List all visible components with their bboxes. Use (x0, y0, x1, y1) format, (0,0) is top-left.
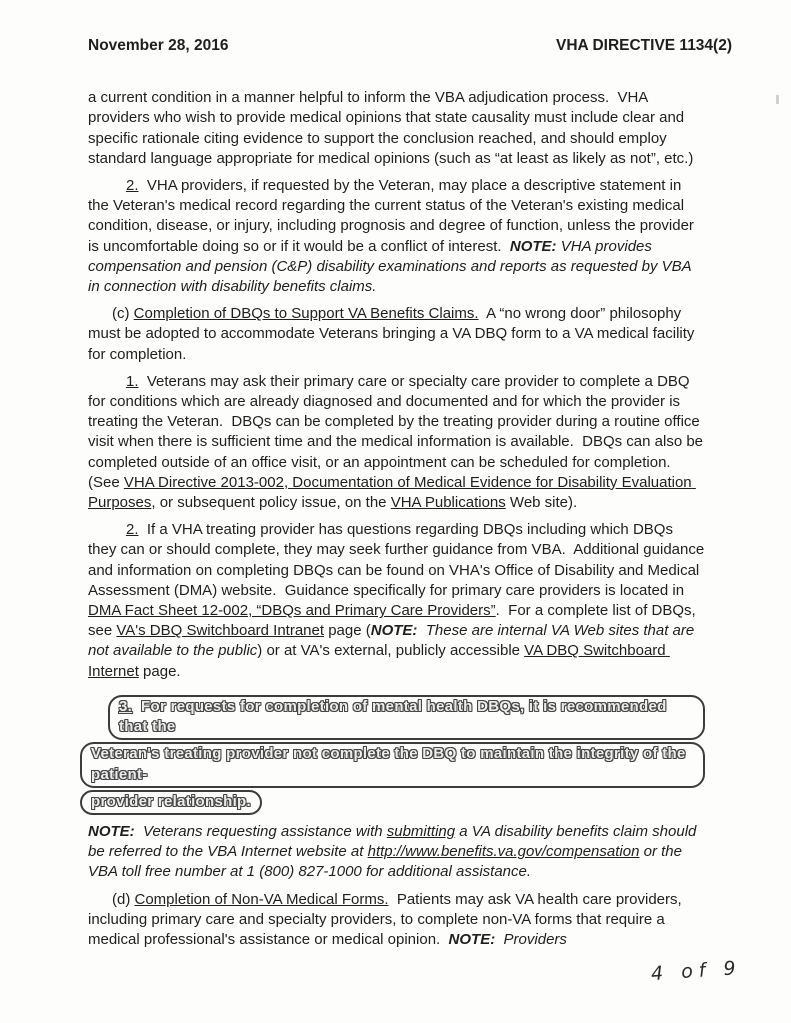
note-paragraph-text1: Veterans requesting assistance with (134, 822, 387, 840)
header-directive-number: VHA DIRECTIVE 1134(2) (555, 37, 732, 54)
paragraph-item-c3-number: 3. (119, 697, 133, 715)
document-header (0, 0, 791, 56)
paragraph-item-c2 (88, 520, 709, 682)
paragraph-item-b2-number: 2. (126, 177, 139, 195)
paragraph-item-c1-body1: Veterans may ask their primary care or specialty care provider to complete a DBQ for conditions which are already diagnosed and documented and for which the provider is treating the Veteran. DBQs can be completed by the treating provider during a routine office visit when there is sufficient time and the medical information is available. DBQs can also be completed outside of an office visit, or an appointment can be scheduled for completion. (See (88, 372, 708, 491)
circled-line-2-text: Veteran's treating provider not complete the DBQ to maintain the integrity of the patient- (91, 745, 691, 783)
paragraph-item-c2-note-label: NOTE: (370, 622, 418, 640)
paragraph-item-c1-body3: Web site). (505, 494, 578, 512)
document-body (0, 56, 791, 950)
note-paragraph-text2: a VA disability benefits claim should be referred to the VBA Internet website at (88, 822, 701, 861)
paragraph-section-d (88, 890, 705, 951)
paragraph-intro-text: a current condition in a manner helpful to inform the VBA adjudication process. VHA providers who wish to provide medical opinions that state causality must include clear and specific rationale citing evidence to support the conclusion reached, and should employ standard language appropriate for medical opinions (such as “at least as likely as not”, etc.) (88, 89, 694, 167)
paragraph-item-c3-circled (88, 695, 705, 815)
scan-artifact-mark (776, 95, 779, 104)
paragraph-section-c (88, 304, 705, 365)
paragraph-item-c1 (88, 372, 708, 513)
section-d-prefix: (d) (112, 890, 135, 908)
section-d-body: Patients may ask VA health care providers, including primary care and specialty providers, to complete non-VA forms that require a medical professional's assistance or medical opinion. (88, 890, 686, 948)
paragraph-item-b2-body: VHA providers, if requested by the Veteran, may place a descriptive statement in the Veteran's medical record regarding the current status of the Veteran's existing medical condition, disease, or injury, including prognosis and degree of function, unless the provider is uncomfortable doing so or if it would be a conflict of interest. (88, 177, 699, 255)
paragraph-item-c2-note-text: These are internal VA Web sites that are not available to the public (88, 622, 699, 660)
section-d-note-text: Providers (495, 930, 567, 948)
note-submitting-underline: submitting (386, 822, 456, 840)
paragraph-item-c1-body2: , or subsequent policy issue, on the (151, 494, 391, 512)
circled-line-1-text: For requests for completion of mental health DBQs, it is recommended that the (119, 697, 672, 736)
note-paragraph-text3: or the VBA toll free number at 1 (800) 827-1000 for additional assistance. (88, 843, 687, 881)
paragraph-item-c2-body1: If a VHA treating provider has questions regarding DBQs including which DBQs they can or should complete, they may seek further guidance from VBA. Additional guidance and information on completing DBQs can be found on VHA's Office of Disability and Medical Assessment (DMA) website. Guidance specifically for primary care providers is located in (88, 521, 709, 599)
paragraph-item-c2-body4: ) or at VA's external, publicly accessible (257, 642, 525, 660)
paragraph-item-c2-body3: page ( (324, 622, 371, 640)
paragraph-item-c2-body5: page. (138, 662, 181, 680)
paragraph-item-b2 (88, 176, 705, 297)
section-d-note-label: NOTE: (448, 930, 496, 948)
dbq-switchboard-intranet-reference: VA's DBQ Switchboard Intranet (116, 622, 325, 640)
note-paragraph-label: NOTE: (88, 822, 135, 840)
circled-annotation-line-2 (80, 742, 705, 787)
paragraph-intro (88, 88, 705, 169)
paragraph-item-c1-number: 1. (126, 372, 139, 390)
circled-annotation-line-3 (80, 790, 262, 815)
circled-annotation-line-1 (108, 695, 705, 740)
section-c-prefix: (c) (112, 305, 134, 323)
circled-line-3-text: provider relationship. (91, 792, 251, 810)
vha-publications-reference: VHA Publications (390, 494, 506, 512)
paragraph-item-c2-body2: . For a complete list of DBQs, see (88, 602, 700, 640)
dma-fact-sheet-reference: DMA Fact Sheet 12-002, “DBQs and Primary Care Providers” (88, 602, 496, 620)
handwritten-page-number: 4 of 9 (650, 956, 743, 985)
dbq-switchboard-internet-reference: VA DBQ Switchboard Internet (88, 642, 670, 680)
section-c-body: A “no wrong door” philosophy must be adopted to accommodate Veterans bringing a VA DBQ form to a VA medical facility for completion. (88, 305, 699, 363)
directive-2013-002-reference: VHA Directive 2013-002, Documentation of Medical Evidence for Disability Evaluation Purposes (88, 473, 696, 512)
vba-compensation-url: http://www.benefits.va.gov/compensation (367, 843, 640, 861)
paragraph-item-c2-number: 2. (126, 521, 139, 539)
paragraph-item-b2-note-text: VHA provides compensation and pension (C&P) disability examinations and reports as requested by VBA in connection with disability benefits claims. (88, 237, 696, 296)
section-d-heading: Completion of Non-VA Medical Forms. (134, 890, 389, 908)
header-date: November 28, 2016 (88, 37, 229, 54)
section-c-heading: Completion of DBQs to Support VA Benefits Claims. (133, 305, 479, 323)
paragraph-item-b2-note-label: NOTE: (509, 237, 557, 255)
note-paragraph (88, 822, 705, 883)
